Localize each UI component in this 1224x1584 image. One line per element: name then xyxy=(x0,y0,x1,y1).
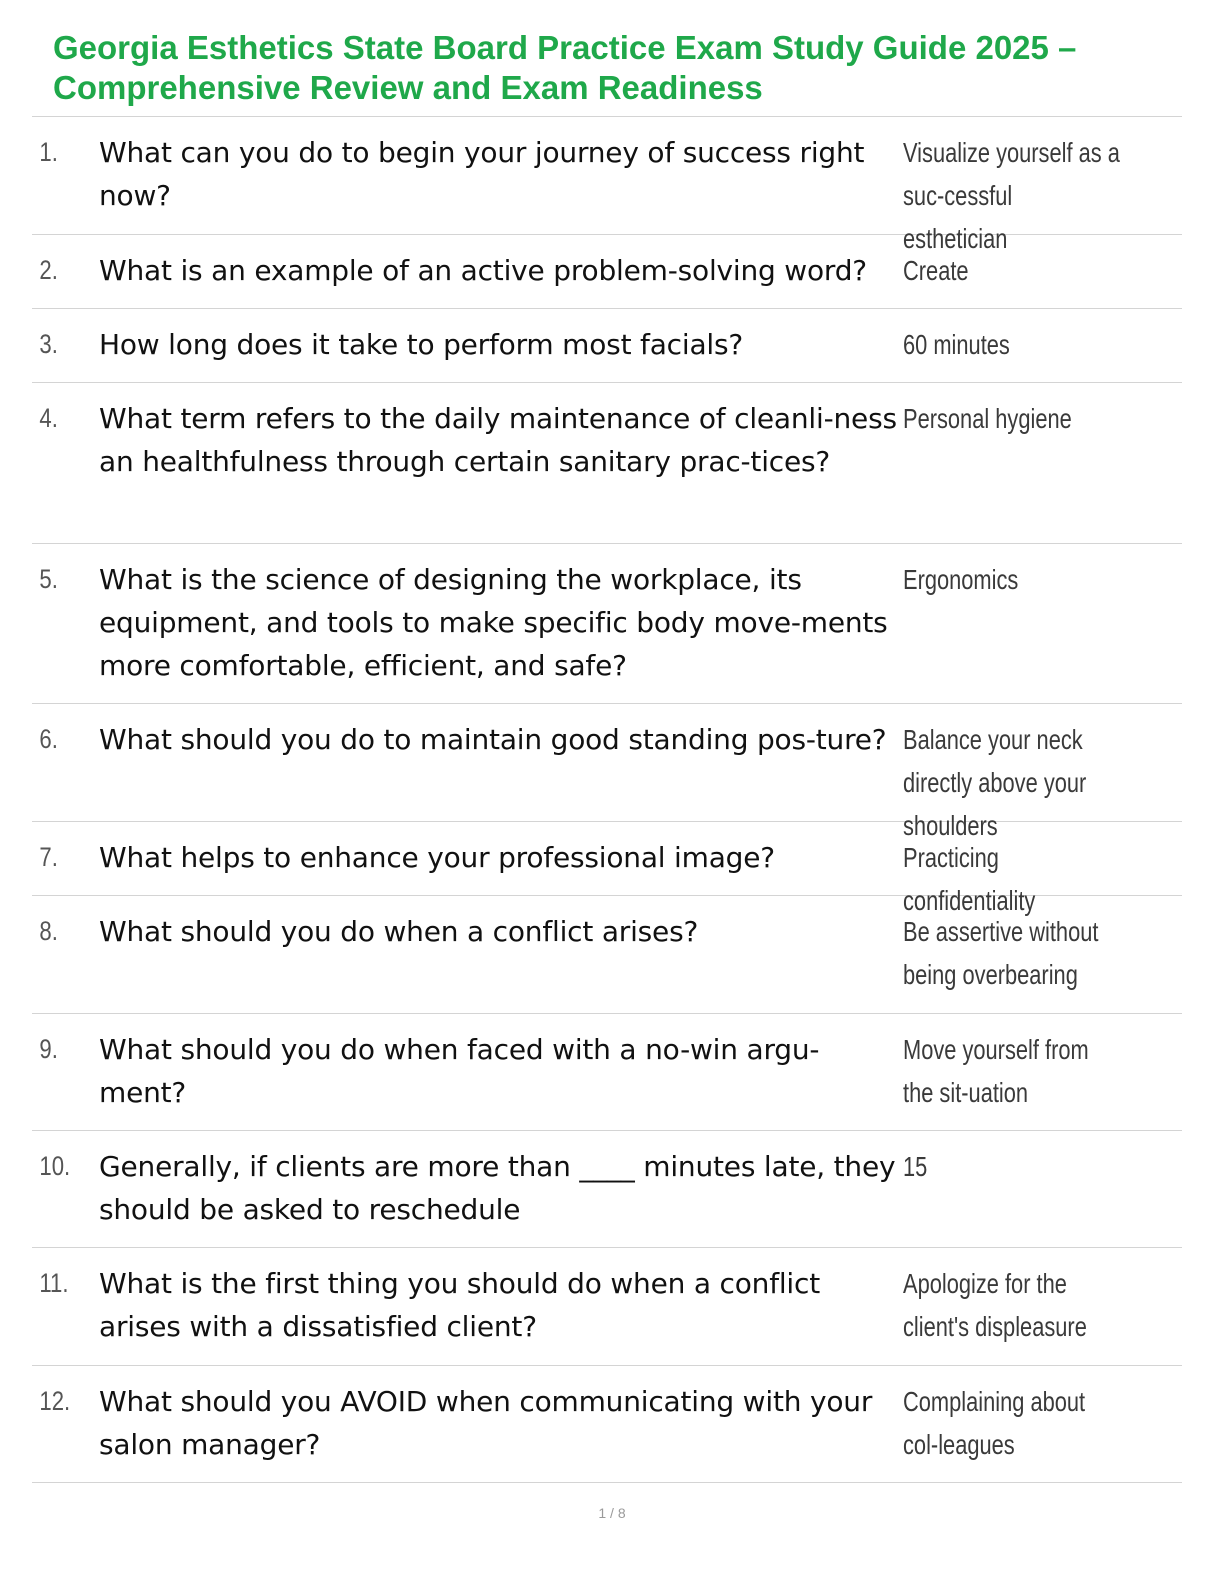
question-text: How long does it take to perform most facials? xyxy=(99,328,744,361)
question-number: 2. xyxy=(39,255,58,285)
question-number: 4. xyxy=(39,403,58,433)
document-title: Georgia Esthetics State Board Practice Exam Study Guide 2025 – Comprehensive Review and Exam Readiness xyxy=(53,29,1077,106)
qa-row xyxy=(32,117,1182,254)
answer-text: Complaining about col-leagues xyxy=(903,1386,1086,1460)
answer-text: 15 xyxy=(903,1151,928,1182)
answer-text: Move yourself from the sit-uation xyxy=(903,1034,1089,1108)
qa-row xyxy=(32,896,1182,1014)
question-text: What should you do when faced with a no-win argu-ment? xyxy=(99,1033,820,1109)
qa-row xyxy=(32,1131,1182,1248)
question-text: What is the first thing you should do when a conflict arises with a dissatisfied client? xyxy=(99,1267,820,1343)
qa-table xyxy=(32,116,1182,1483)
qa-row xyxy=(32,309,1182,383)
answer-text: Be assertive without being overbearing xyxy=(903,916,1099,990)
answer-text: Visualize yourself as a suc-cessful esthetician xyxy=(903,137,1120,254)
question-number: 5. xyxy=(39,564,58,594)
question-text: What can you do to begin your journey of success right now? xyxy=(99,136,865,212)
answer-text: Apologize for the client's displeasure xyxy=(903,1268,1087,1342)
question-number: 11. xyxy=(39,1268,69,1298)
question-number: 1. xyxy=(39,137,58,167)
answer-text: 60 minutes xyxy=(903,329,1010,360)
question-number: 7. xyxy=(39,842,58,872)
page-number: 1 / 8 xyxy=(598,1505,626,1521)
answer-text: Create xyxy=(903,255,969,286)
question-text: What should you do when a conflict arises? xyxy=(99,915,699,948)
answer-text: Practicing confidentiality xyxy=(903,842,1036,916)
qa-row xyxy=(32,1248,1182,1366)
answer-text: Balance your neck directly above your shoulders xyxy=(903,724,1087,841)
question-text: Generally, if clients are more than ____ minutes late, they should be asked to reschedule xyxy=(99,1150,896,1226)
qa-row xyxy=(32,544,1182,704)
question-text: What is the science of designing the workplace, its equipment, and tools to make specific body move-ments more comfortable, efficient, and safe? xyxy=(99,563,888,682)
answer-text: Ergonomics xyxy=(903,564,1019,595)
question-number: 9. xyxy=(39,1034,58,1064)
question-text: What term refers to the daily maintenance of cleanli-ness an healthfulness through certain sanitary prac-tices? xyxy=(99,402,897,478)
question-number: 12. xyxy=(39,1386,71,1416)
question-number: 10. xyxy=(39,1151,71,1181)
answer-text: Personal hygiene xyxy=(903,403,1072,434)
qa-row xyxy=(32,1014,1182,1131)
question-number: 3. xyxy=(39,329,58,359)
question-number: 8. xyxy=(39,916,58,946)
qa-row xyxy=(32,383,1182,544)
question-text: What helps to enhance your professional image? xyxy=(99,841,775,874)
qa-row xyxy=(32,1366,1182,1483)
question-text: What should you AVOID when communicating with your salon manager? xyxy=(99,1385,873,1461)
question-number: 6. xyxy=(39,724,58,754)
question-text: What is an example of an active problem-solving word? xyxy=(99,254,867,287)
qa-row xyxy=(32,704,1182,841)
question-text: What should you do to maintain good standing pos-ture? xyxy=(99,723,887,756)
